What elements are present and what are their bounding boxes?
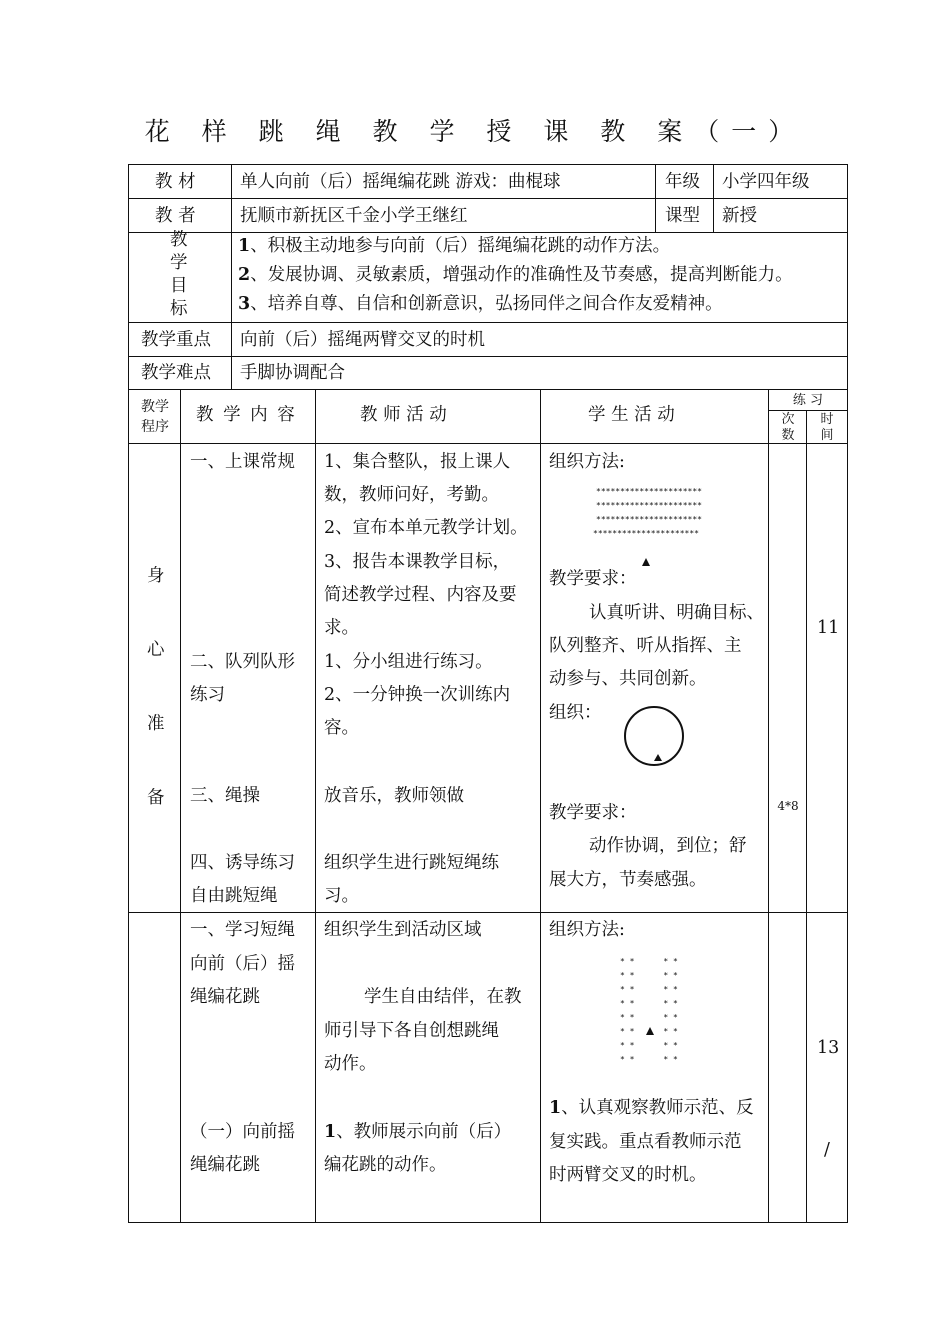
s1-teacher-9: 容。 (324, 718, 359, 738)
s1-content-5: 四、诱导练习 (190, 853, 295, 873)
s2-student-1: 组织方法: (549, 920, 625, 940)
grade-value: 小学四年级 (722, 172, 810, 192)
s2-student-4: 时两臂交叉的时机。 (549, 1165, 707, 1185)
s2-teacher-2: 学生自由结伴，在教 (364, 987, 522, 1007)
col-content: 教 学 内 容 (196, 405, 297, 425)
s1-teacher-10: 放音乐，教师领做 (324, 786, 464, 806)
s1-teacher-7: 1、分小组进行练习。 (324, 652, 493, 672)
s1-student-9: 展大方，节奏感强。 (549, 870, 707, 890)
s1-procedure-3: 准 (147, 714, 165, 734)
s1-content-1: 一、上课常规 (190, 452, 295, 472)
s2-content-2: 向前（后）摇 (190, 954, 295, 974)
s1-content-2: 二、队列队形 (190, 652, 295, 672)
difficult-value: 手脚协调配合 (240, 363, 345, 383)
pair-row: * * * * (620, 999, 678, 1008)
key-label: 教学重点 (141, 330, 211, 350)
goal-label-2: 学 (170, 253, 188, 273)
s1-content-4: 三、绳操 (190, 786, 260, 806)
s1-student-7: 教学要求： (549, 803, 637, 823)
s2-student-3: 复实践。重点看教师示范 (549, 1132, 742, 1152)
s1-time: 11 (817, 618, 840, 638)
s2-teacher-5: 1、教师展示向前（后） (324, 1122, 512, 1142)
goal-label-4: 标 (170, 299, 188, 319)
difficult-label: 教学难点 (141, 363, 211, 383)
circle-formation-icon (622, 704, 686, 768)
s1-student-5: 动参与、共同创新。 (549, 669, 707, 689)
s1-teacher-5: 简述教学过程、内容及要 (324, 585, 517, 605)
page-title: 花 样 跳 绳 教 学 授 课 教 案（一） (144, 117, 806, 146)
s2-time: 13 (817, 1038, 840, 1058)
pair-row: * * * * (620, 1013, 678, 1022)
s2-content-5: 绳编花跳 (190, 1155, 260, 1175)
s2-student-2: 1、认真观察教师示范、反 (549, 1098, 754, 1118)
s1-teacher-3: 2、宣布本单元教学计划。 (324, 518, 528, 538)
s2-content-3: 绳编花跳 (190, 987, 260, 1007)
s1-student-2: 教学要求： (549, 569, 637, 589)
s1-count: 4*8 (777, 799, 799, 813)
col-teacher: 教 师 活 动 (360, 405, 447, 425)
teacher-triangle-icon (642, 558, 650, 566)
col-student: 学 生 活 动 (588, 405, 675, 425)
formation-row-4: ********************** (593, 529, 699, 538)
goal-1: 1、积极主动地参与向前（后）摇绳编花跳的动作方法。 (238, 236, 671, 256)
s2-teacher-4: 动作。 (324, 1054, 377, 1074)
s1-content-3: 练习 (190, 685, 225, 705)
type-label: 课型 (665, 206, 700, 226)
formation-row-3: ********************** (596, 515, 702, 524)
formation-row-1: ********************** (596, 487, 702, 496)
s1-procedure-2: 心 (147, 640, 165, 660)
s1-procedure-4: 备 (147, 788, 165, 808)
s1-student-1: 组织方法: (549, 452, 625, 472)
goal-3: 3、培养自尊、自信和创新意识，弘扬同伴之间合作友爱精神。 (238, 294, 723, 314)
pair-row: * * * * (620, 1027, 678, 1036)
s2-slash: / (824, 1140, 830, 1160)
goal-label-1: 教 (170, 230, 188, 250)
goal-label-3: 目 (170, 276, 188, 296)
s1-teacher-12: 习。 (324, 886, 359, 906)
s1-teacher-6: 求。 (324, 618, 359, 638)
material-value: 单人向前（后）摇绳编花跳 游戏：曲棍球 (240, 172, 561, 192)
key-value: 向前（后）摇绳两臂交叉的时机 (240, 330, 485, 350)
col-time: 时 间 (820, 412, 834, 443)
grade-label: 年级 (665, 172, 700, 192)
col-procedure: 教学 程序 (141, 399, 169, 435)
s1-student-4: 队列整齐、听从指挥、主 (549, 636, 742, 656)
s1-teacher-4: 3、报告本课教学目标， (324, 552, 511, 572)
s2-teacher-6: 编花跳的动作。 (324, 1155, 447, 1175)
s2-teacher-1: 组织学生到活动区域 (324, 920, 482, 940)
s1-teacher-2: 数，教师问好，考勤。 (324, 485, 499, 505)
col-count: 次 数 (781, 412, 795, 443)
s1-student-8: 动作协调，到位；舒 (589, 836, 747, 856)
pair-row: * * * * (620, 957, 678, 966)
pair-row: * * * * (620, 971, 678, 980)
formation-row-2: ********************** (596, 501, 702, 510)
s1-teacher-1: 1、集合整队，报上课人 (324, 452, 511, 472)
pair-row: * * * * (620, 985, 678, 994)
material-label: 教 材 (155, 172, 196, 192)
s1-procedure-1: 身 (147, 566, 165, 586)
col-practice: 练 习 (792, 393, 824, 408)
teacher-triangle-icon (646, 1027, 654, 1035)
s1-student-3: 认真听讲、明确目标、 (589, 603, 764, 623)
pair-row: * * * * (620, 1041, 678, 1050)
teacher-label: 教 者 (155, 206, 196, 226)
teacher-value: 抚顺市新抚区千金小学王继红 (240, 206, 468, 226)
s1-teacher-11: 组织学生进行跳短绳练 (324, 853, 499, 873)
s1-content-6: 自由跳短绳 (190, 886, 278, 906)
type-value: 新授 (722, 206, 757, 226)
s1-student-6: 组织： (549, 703, 602, 723)
goal-2: 2、发展协调、灵敏素质，增强动作的准确性及节奏感，提高判断能力。 (238, 265, 793, 285)
s2-content-1: 一、学习短绳 (190, 920, 295, 940)
s2-content-4: （一）向前摇 (190, 1122, 295, 1142)
s2-teacher-3: 师引导下各自创想跳绳 (324, 1021, 499, 1041)
s1-teacher-8: 2、一分钟换一次训练内 (324, 685, 511, 705)
pair-row: * * * * (620, 1055, 678, 1064)
